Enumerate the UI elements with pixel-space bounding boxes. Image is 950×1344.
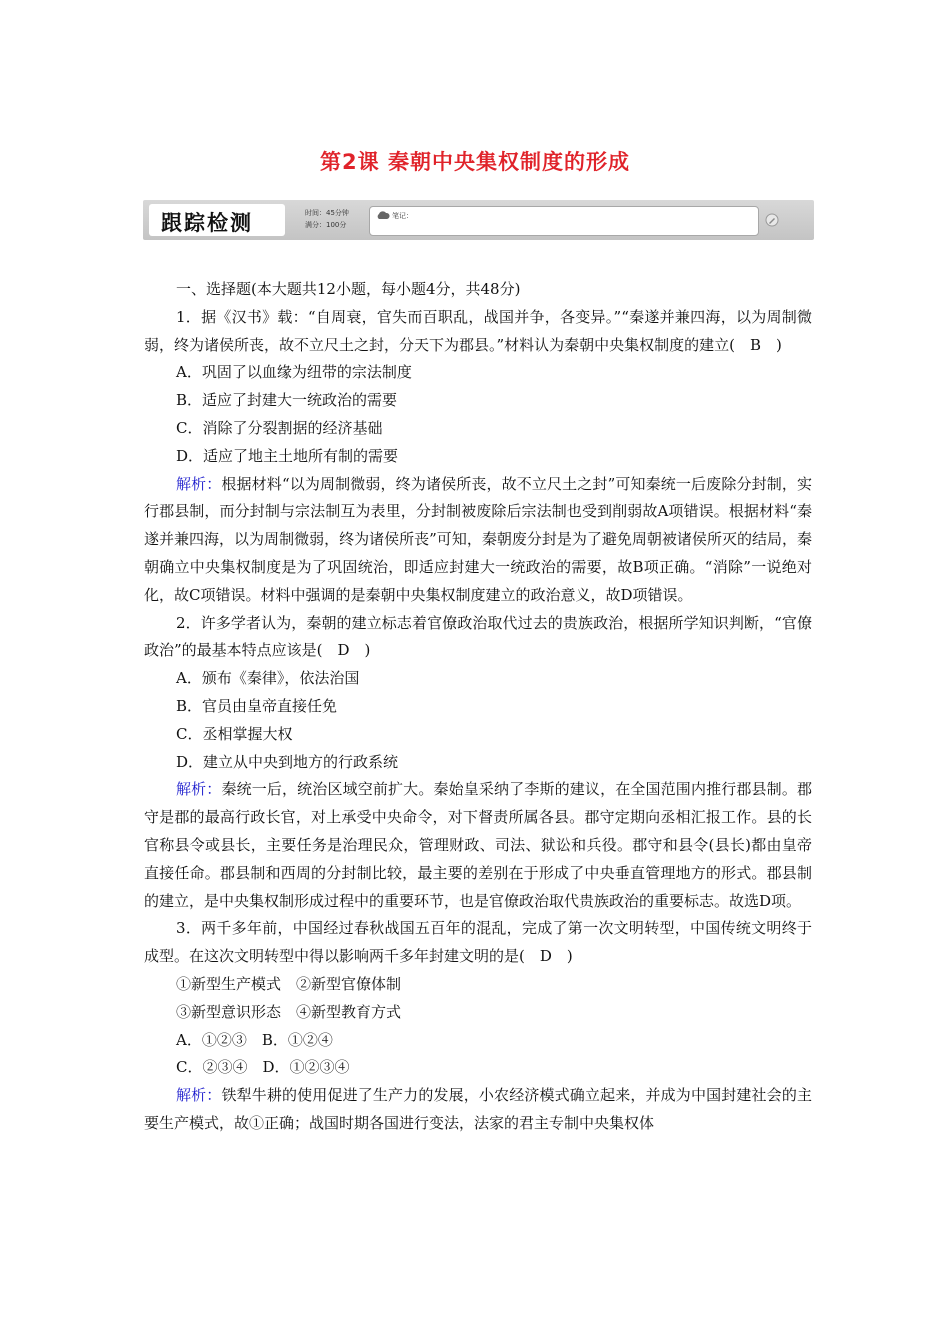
notes-field[interactable]: [369, 206, 759, 236]
question-1-analysis: [144, 471, 812, 610]
question-3-items-3-4: ③新型意识形态 ④新型教育方式: [176, 1002, 402, 1021]
question-1-option-b: B．适应了封建大一统政治的需要: [176, 391, 398, 410]
question-2-option-a: A．颁布《秦律》，依法治国: [176, 669, 360, 688]
banner-meta: [305, 207, 349, 231]
question-3-options-ab: A．①②③ B．①②④: [176, 1030, 333, 1049]
tracking-banner: [143, 200, 814, 240]
analysis-text: 铁犁牛耕的使用促进了生产力的发展，小农经济模式确立起来，并成为中国封建社会的主要生产模式，故①正确；战国时期各国进行变法，法家的君主专制中央集权体: [144, 1086, 812, 1132]
question-1-option-d: D．适应了地主土地所有制的需要: [176, 446, 399, 465]
analysis-label: 解析：: [176, 474, 222, 493]
time-limit: 时间：45分钟: [305, 209, 349, 217]
analysis-text: 根据材料“以为周制微弱，终为诸侯所丧，故不立尺土之封”可知秦统一后废除分封制，实行郡县制，而分封制与宗法制互为表里，分封制被废除后宗法制也受到削弱故A项错误。根据材料“秦遂并兼四海，以为周制微弱，终为诸侯所丧”可知，秦朝废分封是为了避免周朝被诸侯所灭的结局，秦朝确立中央集权制度是为了巩固统治，即适应封建大一统政治的需要，故B项正确。“消除”一说绝对化，故C项错误。材料中强调的是秦朝中央集权制度建立的政治意义，故D项错误。: [144, 474, 812, 604]
question-1-option-a: A．巩固了以血缘为纽带的宗法制度: [176, 363, 412, 382]
banner-tab: [149, 204, 285, 236]
question-1-stem: 1．据《汉书》载：“自周衰，官失而百职乱，战国并争，各变异。”“秦遂并兼四海，以为周制微弱，终为诸侯所丧，故不立尺土之封，分天下为郡县。”材料认为秦朝中央集权制度的建立( B ): [144, 307, 812, 354]
question-3-stem: 3．两千多年前，中国经过春秋战国五百年的混乱，完成了第一次文明转型，中国传统文明终于成型。在这次文明转型中得以影响两千多年封建文明的是( D ): [144, 919, 812, 966]
question-2-option-c: C．丞相掌握大权: [176, 724, 293, 743]
banner-label: 跟踪检测: [161, 211, 253, 235]
analysis-label: 解析：: [176, 780, 222, 799]
section-heading: 一、选择题(本大题共12小题，每小题4分，共48分): [176, 280, 521, 298]
question-3-options-cd: C．②③④ D．①②③④: [176, 1058, 350, 1077]
cloud-icon: [376, 211, 390, 220]
pen-icon: [765, 213, 779, 227]
analysis-label: 解析：: [176, 1086, 222, 1105]
notes-label: 笔记：: [392, 212, 413, 220]
question-3-items-1-2: ①新型生产模式 ②新型官僚体制: [176, 974, 402, 993]
question-1-option-c: C．消除了分裂割据的经济基础: [176, 418, 383, 437]
question-3-analysis: [144, 1082, 812, 1138]
question-2-analysis: [144, 776, 812, 915]
page-title: 第2课 秦朝中央集权制度的形成: [320, 150, 630, 174]
question-content: [144, 276, 812, 1138]
analysis-text: 秦统一后，统治区域空前扩大。秦始皇采纳了李斯的建议，在全国范围内推行郡县制。郡守是郡的最高行政长官，对上承受中央命令，对下督责所属各县。郡守定期向丞相汇报工作。县的长官称县令或县长，主要任务是治理民众，管理财政、司法、狱讼和兵役。郡守和县令(县长)都由皇帝直接任命。郡县制和西周的分封制比较，最主要的差别在于形成了中央垂直管理地方的形式。郡县制的建立，是中央集权制形成过程中的重要环节，也是官僚政治取代贵族政治的重要标志。故选D项。: [144, 780, 812, 910]
question-2-option-b: B．官员由皇帝直接任免: [176, 696, 338, 715]
question-2-stem: 2．许多学者认为，秦朝的建立标志着官僚政治取代过去的贵族政治，根据所学知识判断，“官僚政治”的最基本特点应该是( D ): [144, 613, 812, 660]
question-2-option-d: D．建立从中央到地方的行政系统: [176, 752, 399, 771]
full-score: 满分：100分: [305, 221, 347, 229]
